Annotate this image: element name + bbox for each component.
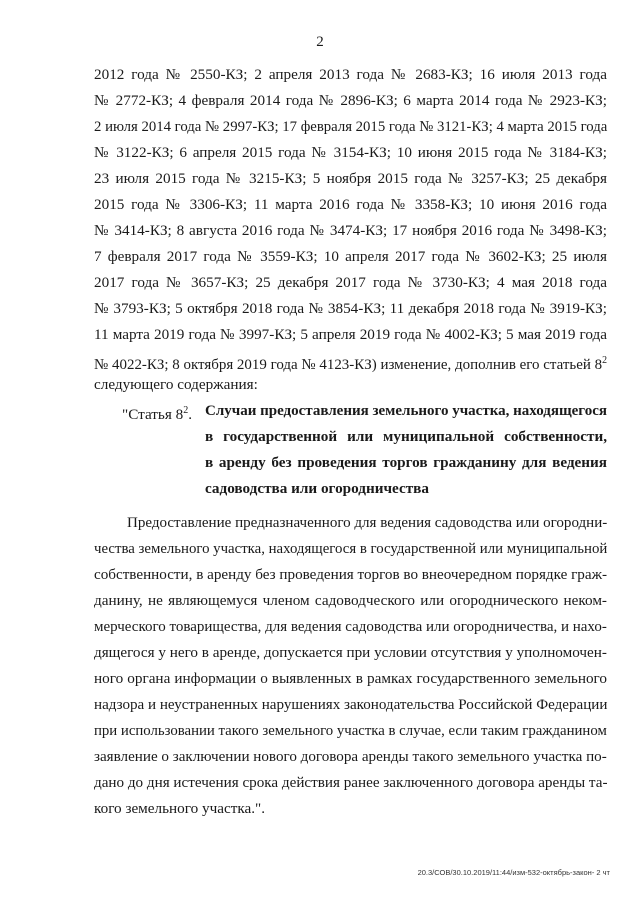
article-title-line: садоводства или огородничества <box>205 480 429 497</box>
text-line-main: № 4022-КЗ; 8 октября 2019 года № 4123-КЗ) изменение, дополнив его статьей 8 <box>94 356 603 374</box>
text-line: 2 июля 2014 года № 2997-КЗ; 17 февраля 2015 года № 3121-КЗ; 4 марта 2015 года <box>94 118 608 135</box>
article-superscript: 2 <box>183 405 189 416</box>
text-line: данину, не являющемуся членом садоводческого или огороднического неком- <box>94 592 607 609</box>
article-label-text: "Статья 8 <box>122 406 184 424</box>
text-line: кого земельного участка.". <box>94 800 266 817</box>
article-title-line: Случаи предоставления земельного участка, находящегося <box>205 402 608 419</box>
text-line <box>94 352 608 374</box>
text-line: 7 февраля 2017 года № 3559-КЗ; 10 апреля 2017 года № 3602-КЗ; 25 июля <box>94 248 607 265</box>
page-number: 2 <box>316 34 324 50</box>
text-line: № 3122-КЗ; 6 апреля 2015 года № 3154-КЗ; 10 июня 2015 года № 3184-КЗ; <box>94 144 607 161</box>
text-line: собственности, в аренду без проведения торгов во внеочередном порядке граж- <box>94 566 608 583</box>
article-title-line: в государственной или муниципальной собственности, <box>205 428 607 445</box>
text-line: № 3414-КЗ; 8 августа 2016 года № 3474-КЗ; 17 ноября 2016 года № 3498-КЗ; <box>94 222 607 239</box>
article-label-end: . <box>188 406 193 424</box>
text-line: Предоставление предназначенного для ведения садоводства или огородни- <box>127 514 608 531</box>
text-line: дящегося у него в аренде, допускается при условии отсутствия у уполномочен- <box>94 644 607 661</box>
text-line: следующего содержания: <box>94 376 258 393</box>
text-line: 11 марта 2019 года № 3997-КЗ; 5 апреля 2019 года № 4002-КЗ; 5 мая 2019 года <box>94 326 607 343</box>
text-line: 23 июля 2015 года № 3215-КЗ; 5 ноября 2015 года № 3257-КЗ; 25 декабря <box>94 170 607 187</box>
text-line: дано до дня истечения срока действия ранее заключенного договора аренды та- <box>94 774 608 791</box>
text-line: 2015 года № 3306-КЗ; 11 марта 2016 года № 3358-КЗ; 10 июня 2016 года <box>94 196 607 213</box>
text-line: 2012 года № 2550-КЗ; 2 апреля 2013 года № 2683-КЗ; 16 июля 2013 года <box>94 66 607 83</box>
article-label <box>122 402 192 424</box>
text-line: № 3793-КЗ; 5 октября 2018 года № 3854-КЗ; 11 декабря 2018 года № 3919-КЗ; <box>94 300 607 317</box>
text-line: надзора и неустраненных нарушениях законодательства Российской Федерации <box>94 696 608 713</box>
text-line: заявление о заключении нового договора аренды такого земельного участка по- <box>94 748 607 765</box>
text-line: № 2772-КЗ; 4 февраля 2014 года № 2896-КЗ; 6 марта 2014 года № 2923-КЗ; <box>94 92 607 109</box>
text-line: чества земельного участка, находящегося в государственной или муниципальной <box>94 540 608 557</box>
text-line: при использовании такого земельного участка в случае, если таким гражданином <box>94 722 607 739</box>
superscript: 2 <box>602 355 608 366</box>
article-title-line: в аренду без проведения торгов гражданину для ведения <box>205 454 607 471</box>
text-line: мерческого товарищества, для ведения садоводства или огородничества, и нахо- <box>94 618 607 635</box>
text-line: 2017 года № 3657-КЗ; 25 декабря 2017 года № 3730-КЗ; 4 мая 2018 года <box>94 274 607 291</box>
text-line: ного органа информации о выявленных в рамках государственного земельного <box>94 670 607 687</box>
footer-document-code: 20.3/СОВ/30.10.2019/11:44/изм-532-октябрь-закон- 2 чт <box>417 868 610 877</box>
